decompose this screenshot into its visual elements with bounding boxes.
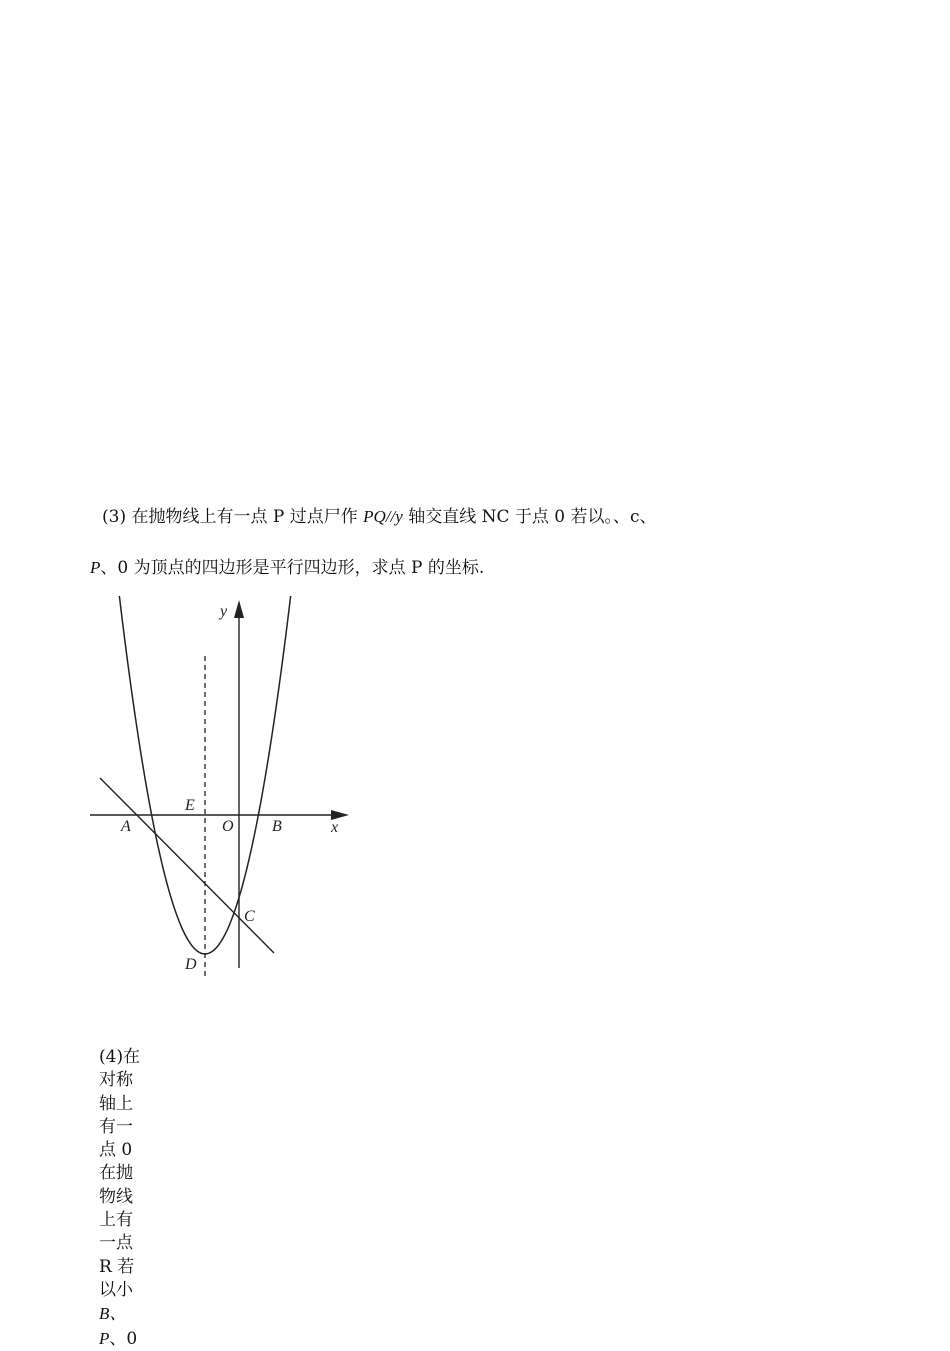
question-4-text-a: (4)在对称轴上有一点 0 在抛物线上有一点 R 若以小 xyxy=(99,1047,141,1300)
parabola-figure xyxy=(85,596,355,986)
y-axis-arrow xyxy=(234,600,244,618)
label-d: D xyxy=(185,956,197,973)
label-y: y xyxy=(220,603,228,620)
question-3-text-a: (3) 在抛物线上有一点 P 过点尸作 xyxy=(102,507,358,527)
label-a: A xyxy=(121,818,131,835)
question-3-line-1 xyxy=(102,506,657,528)
question-4-math-bp: B、P xyxy=(99,1304,127,1348)
question-4-text-b: 、0 xyxy=(109,1328,138,1349)
question-3-math-p: P xyxy=(90,558,101,577)
question-3-text-c: 、0 为顶点的四边形是平行四边形，求点 P 的坐标. xyxy=(100,558,485,578)
label-o: O xyxy=(222,818,234,835)
label-x: x xyxy=(331,819,339,836)
label-b: B xyxy=(272,818,282,835)
question-3-math-pq: PQ//y xyxy=(363,507,403,526)
question-3-line-2 xyxy=(90,557,484,579)
question-4 xyxy=(99,1046,143,1351)
label-c: C xyxy=(244,908,255,925)
question-3-text-b: 轴交直线 NC 于点 0 若以。、c、 xyxy=(408,507,657,527)
label-e: E xyxy=(185,797,195,814)
